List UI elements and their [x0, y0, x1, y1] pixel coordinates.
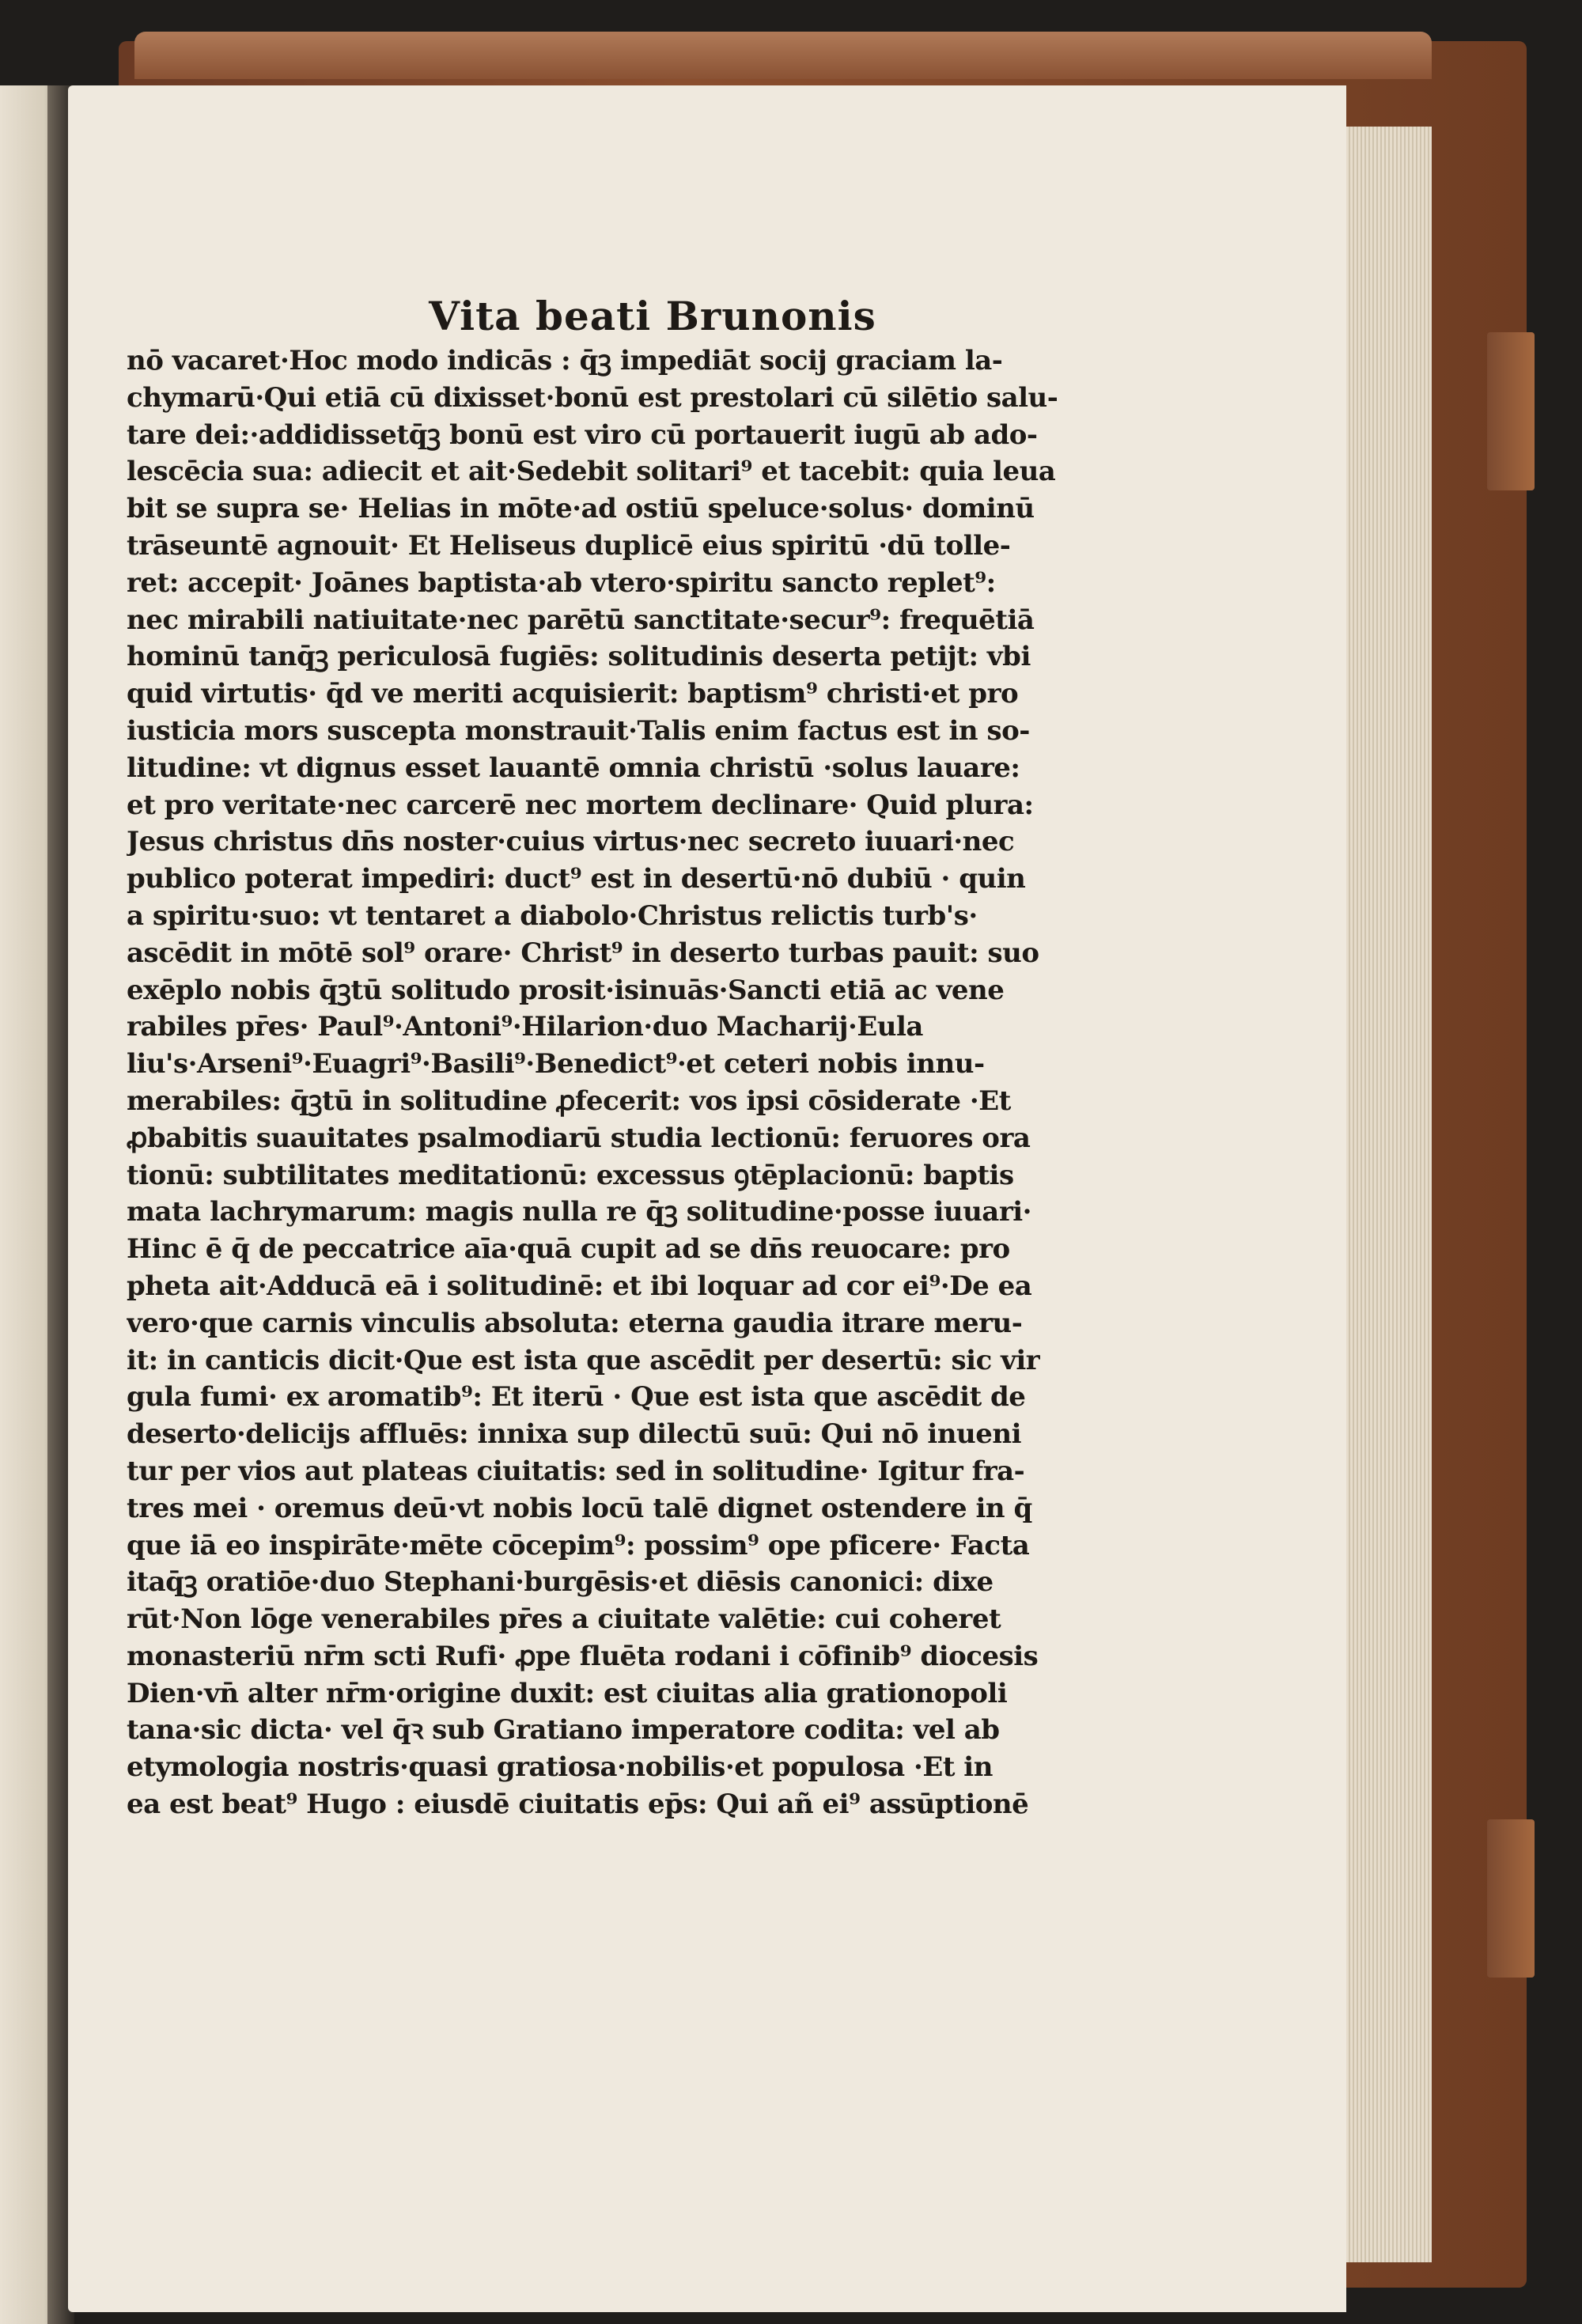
- text-line: ascēdit in mōtē sol⁹ orare· Christ⁹ in deserto turbas pauit: suo: [127, 937, 1039, 969]
- text-line: Dien·vn̄ alter nr̄m·origine duxit: est ciuitas alia grationopoli: [127, 1677, 1008, 1709]
- text-line: exēplo nobis q̄ꝫtū solitudo prosit·isinuās·Sancti etiā ac vene: [127, 974, 1005, 1006]
- text-line: trāseuntē agnouit· Et Heliseus duplicē eius spiritū ·dū tolle-: [127, 529, 1011, 562]
- page-block-edges: [1345, 127, 1432, 2262]
- text-line: Hinc ē q̄ de peccatrice aīa·quā cupit ad se dn̄s reuocare: pro: [127, 1233, 1010, 1266]
- cover-strap: [1487, 332, 1535, 490]
- text-line: et pro veritate·nec carcerē nec mortem declinare· Quid plura:: [127, 789, 1034, 821]
- text-line: pheta ait·Adducā eā i solitudinē: et ibi loquar ad cor ei⁹·De ea: [127, 1270, 1032, 1302]
- text-line: quid virtutis· q̄d ve meriti acquisierit: baptism⁹ christi·et pro: [127, 678, 1019, 710]
- text-line: liu's·Arseni⁹·Euagri⁹·Basili⁹·Benedict⁹·et ceteri nobis innu-: [127, 1048, 985, 1081]
- text-line: vero·que carnis vinculis absoluta: eterna gaudia itrare meru-: [127, 1307, 1023, 1339]
- text-line: que iā eo inspirāte·mēte cōcepim⁹: possim⁹ ope pficere· Facta: [127, 1529, 1030, 1561]
- text-line: monasteriū nr̄m scti Rufi· ꝓpe fluēta rodani i cōfinib⁹ diocesis: [127, 1640, 1039, 1672]
- text-line: nō vacaret·Hoc modo indicās : q̄ꝫ impediāt socij graciam la-: [127, 345, 1003, 377]
- text-line: lescēcia sua: adiecit et ait·Sedebit solitari⁹ et tacebit: quia leua: [127, 456, 1056, 488]
- text-line: a spiritu·suo: vt tentaret a diabolo·Christus relictis turb's·: [127, 899, 978, 932]
- text-line: chymarū·Qui etiā cū dixisset·bonū est prestolari cū silētio salu-: [127, 381, 1058, 414]
- text-line: tionū: subtilitates meditationū: excessus ꝯtēplacionū: baptis: [127, 1159, 1014, 1191]
- text-line: ea est beat⁹ Hugo : eiusdē ciuitatis ep̄s: Qui añ ei⁹ assūptionē: [127, 1788, 1029, 1821]
- text-line: ꝓbabitis suauitates psalmodiarū studia lectionū: feruores ora: [127, 1122, 1031, 1154]
- text-line: litudine: vt dignus esset lauantē omnia christū ·solus lauare:: [127, 751, 1020, 784]
- text-block: [127, 293, 1147, 1823]
- text-line: gula fumi· ex aromatib⁹: Et iterū · Que est ista que ascēdit de: [127, 1381, 1026, 1414]
- text-line: rabiles pr̄es· Paul⁹·Antoni⁹·Hilarion·duo Macharij·Eula: [127, 1011, 923, 1043]
- cover-strap: [1487, 1819, 1535, 1978]
- text-line: iusticia mors suscepta monstrauit·Talis enim factus est in so-: [127, 714, 1030, 747]
- text-lines: [127, 343, 1147, 1823]
- text-line: tres mei · oremus deū·vt nobis locū talē dignet ostendere in q̄: [127, 1492, 1032, 1524]
- text-line: tana·sic dicta· vel q̄ꝛ sub Gratiano imperatore codita: vel ab: [127, 1714, 1000, 1747]
- text-line: tur per vios aut plateas ciuitatis: sed in solitudine· Igitur fra-: [127, 1455, 1025, 1487]
- running-title: Vita beati Brunonis: [429, 293, 876, 339]
- text-line: nec mirabili natiuitate·nec parētū sanctitate·secur⁹: frequētiā: [127, 604, 1035, 636]
- text-line: etymologia nostris·quasi gratiosa·nobilis·et populosa ·Et in: [127, 1751, 993, 1784]
- text-line: bit se supra se· Helias in mōte·ad ostiū speluce·solus· dominū: [127, 493, 1035, 525]
- binding-top-edge: [134, 32, 1432, 79]
- text-line: mata lachrymarum: magis nulla re q̄ꝫ solitudine·posse iuuari·: [127, 1196, 1032, 1228]
- text-line: hominū tanq̄ꝫ periculosā fugiēs: solitudinis deserta petijt: vbi: [127, 641, 1031, 673]
- text-line: itaq̄ꝫ oratiōe·duo Stephani·burgēsis·et diēsis canonici: dixe: [127, 1566, 993, 1599]
- text-line: ret: accepit· Joānes baptista·ab vtero·spiritu sancto replet⁹:: [127, 566, 996, 599]
- text-line: publico poterat impediri: duct⁹ est in desertū·nō dubiū · quin: [127, 863, 1026, 895]
- text-line: rūt·Non lōge venerabiles pr̄es a ciuitate valētie: cui coheret: [127, 1603, 1001, 1636]
- text-line: Jesus christus dn̄s noster·cuius virtus·nec secreto iuuari·nec: [127, 826, 1015, 858]
- text-line: tare dei:·addidissetq̄ꝫ bonū est viro cū portauerit iugū ab ado-: [127, 418, 1038, 451]
- text-line: deserto·delicijs affluēs: innixa sup dilectū suū: Qui nō inueni: [127, 1418, 1022, 1451]
- text-line: merabiles: q̄ꝫtū in solitudine ꝓfecerit: vos ipsi cōsiderate ·Et: [127, 1084, 1011, 1117]
- text-line: it: in canticis dicit·Que est ista que ascēdit per desertū: sic vir: [127, 1344, 1040, 1376]
